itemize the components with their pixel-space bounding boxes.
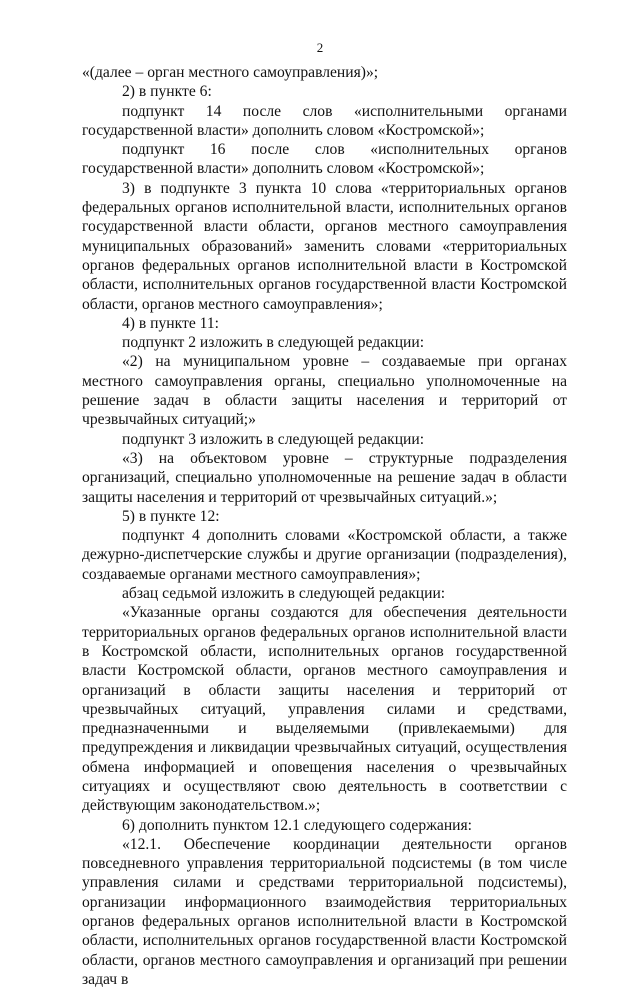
paragraph: 5) в пункте 12: bbox=[122, 507, 220, 525]
paragraph: подпункт 14 после слов «исполнительными органами государственной власти» дополнить словом «Костромской»; bbox=[82, 102, 567, 139]
paragraph: «3) на объектовом уровне – структурные подразделения организаций, специально уполномоченные на решение задач в области защиты населения и территорий от чрезвычайных ситуаций.»; bbox=[82, 449, 567, 506]
paragraph: подпункт 3 изложить в следующей редакции: bbox=[122, 430, 425, 448]
paragraph: «2) на муниципальном уровне – создаваемые при органах местного самоуправления органы, специально уполномоченные на решение задач в области защиты населения и территорий от чрезвычайных ситуаций;» bbox=[82, 353, 567, 429]
paragraph: «Указанные органы создаются для обеспечения деятельности территориальных органов федеральных органов исполнительной власти в Костромской области, исполнительных органов государственной власти Костромской области, органов местного самоуправления и организаций в области защиты населения и территорий от чрезвычайных ситуаций, управления силами и средствами, предназначенными и выделяемыми (привлекаемыми) для предупреждения и ликвидации чрезвычайных ситуаций, осуществления обмена информацией и оповещения населения о чрезвычайных ситуациях и осуществляют свою деятельность в соответствии с действующим законодательством.»; bbox=[82, 604, 567, 815]
paragraph: «(далее – орган местного самоуправления)»; bbox=[82, 64, 379, 81]
paragraph: абзац седьмой изложить в следующей редакции: bbox=[122, 585, 446, 603]
paragraph: «12.1. Обеспечение координации деятельности органов повседневного управления территориальной подсистемы (в том числе управления силами и средствами территориальной подсистемы), организации информационного взаимодействия территориальных органов федеральных органов исполнительной власти в Костромской области, исполнительных органов государственной власти Костромской области, органов местного самоуправления и организаций при решении задач в bbox=[82, 835, 567, 988]
paragraph: подпункт 4 дополнить словами «Костромской области, а также дежурно-диспетчерские службы и другие организации (подразделения), создаваемые органами местного самоуправления»; bbox=[82, 527, 567, 583]
paragraph: 6) дополнить пунктом 12.1 следующего содержания: bbox=[122, 816, 473, 834]
paragraph: подпункт 2 изложить в следующей редакции: bbox=[122, 334, 425, 352]
page-number: 2 bbox=[316, 40, 324, 55]
document-body bbox=[82, 63, 567, 989]
paragraph: подпункт 16 после слов «исполнительных органов государственной власти» дополнить словом «Костромской»; bbox=[82, 141, 567, 178]
paragraph: 4) в пункте 11: bbox=[122, 314, 219, 332]
paragraph: 2) в пункте 6: bbox=[122, 83, 212, 101]
paragraph: 3) в подпункте 3 пункта 10 слова «территориальных органов федеральных органов исполнительной власти, исполнительных органов государственной власти области, органов местного самоуправления муниципальных образований» заменить словами «территориальных органов федеральных органов исполнительной власти в Костромской области, исполнительных органов государственной власти Костромской области, органов местного самоуправления»; bbox=[82, 179, 567, 313]
